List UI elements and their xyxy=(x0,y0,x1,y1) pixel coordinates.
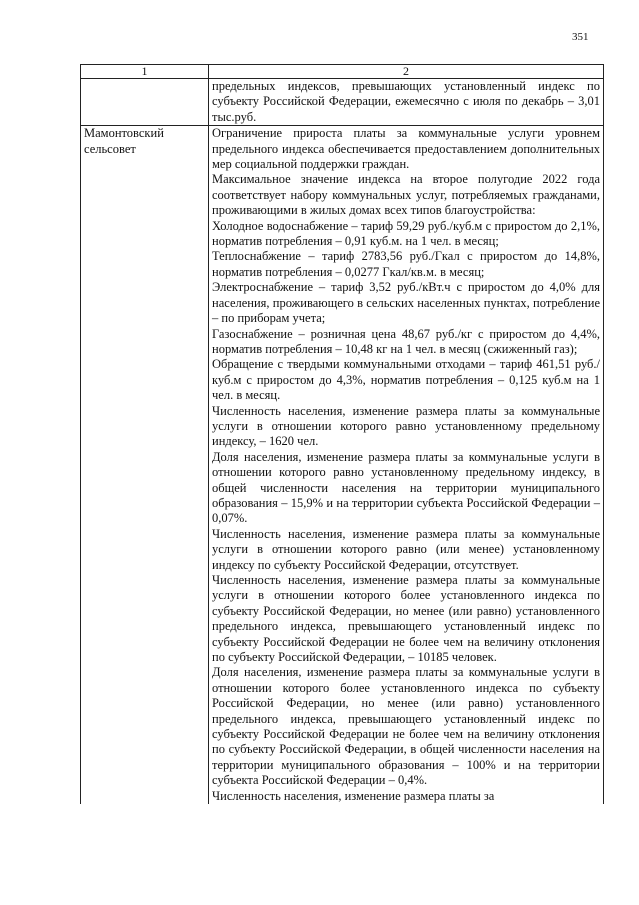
table-header-row xyxy=(81,65,604,79)
paragraph: Численность населения, изменение размера платы за коммунальные услуги в отношении которого более установленного индекса по субъекту Российской Федерации, но менее (или равно) установленного предельного индекса, превышающего установленный индекс по субъекту Российской Федерации не более чем на величину отклонения по субъекту Российской Федерации, – 10185 человек. xyxy=(212,573,600,665)
paragraph: Теплоснабжение – тариф 2783,56 руб./Гкал с приростом до 14,8%, норматив потребления – 0,0277 Гкал/кв.м. в месяц; xyxy=(212,249,600,279)
paragraph: Газоснабжение – розничная цена 48,67 руб./кг с приростом до 4,4%, норматив потребления – 10,48 кг на 1 чел. в месяц (сжиженный газ); xyxy=(212,326,600,356)
page-number: 351 xyxy=(572,31,589,43)
row-content-cell xyxy=(209,79,604,126)
paragraph: предельных индексов, превышающих установленный индекс по субъекту Российской Федерации, ежемесячно с июля по декабрь – 3,01 тыс.руб. xyxy=(212,79,600,124)
paragraph: Максимальное значение индекса на второе полугодие 2022 года соответствует набору коммунальных услуг, потребляемых гражданами, проживающими в жилых домах всех типов благоустройства: xyxy=(212,172,600,218)
header-cell-1: 1 xyxy=(81,65,209,79)
municipality-name-cell: Мамонтовский сельсовет xyxy=(81,126,209,804)
paragraph: Ограничение прироста платы за коммунальные услуги уровнем предельного индекса обеспечивается предоставлением дополнительных мер социальной поддержки граждан. xyxy=(212,126,600,172)
row-content-cell xyxy=(209,126,604,804)
paragraph: Доля населения, изменение размера платы за коммунальные услуги в отношении которого равно установленному предельному индексу, в общей численности населения на территории муниципального образования – 15,9% и на территории субъекта Российской Федерации – 0,07%. xyxy=(212,449,600,526)
paragraph: Доля населения, изменение размера платы за коммунальные услуги в отношении которого более установленного индекса по субъекту Российской Федерации, но менее (или равно) установленного предельного индекса, превышающего установленный индекс по субъекту Российской Федерации не более чем на величину отклонения по субъекту Российской Федерации, в общей численности населения на территории муниципального образования – 100% и на территории субъекта Российской Федерации – 0,4%. xyxy=(212,665,600,788)
paragraph: Обращение с твердыми коммунальными отходами – тариф 461,51 руб./куб.м с приростом до 4,3%, норматив потребления – 0,125 куб.м на 1 чел. в месяц. xyxy=(212,357,600,403)
table-row xyxy=(81,79,604,126)
document-table xyxy=(80,64,604,804)
paragraph: Численность населения, изменение размера платы за коммунальные услуги в отношении которого равно (или менее) установленному индексу по субъекту Российской Федерации, отсутствует. xyxy=(212,526,600,572)
header-cell-2: 2 xyxy=(209,65,604,79)
row-label-cell xyxy=(81,79,209,126)
table-row xyxy=(81,126,604,804)
paragraph: Численность населения, изменение размера платы за коммунальные услуги в отношении которого равно установленному предельному индексу, – 1620 чел. xyxy=(212,403,600,449)
paragraph: Электроснабжение – тариф 3,52 руб./кВт.ч с приростом до 4,0% для населения, проживающего в сельских населенных пунктах, потребление – по приборам учета; xyxy=(212,280,600,326)
paragraph: Численность населения, изменение размера платы за xyxy=(212,788,495,803)
paragraph: Холодное водоснабжение – тариф 59,29 руб./куб.м с приростом до 2,1%, норматив потребления – 0,91 куб.м. на 1 чел. в месяц; xyxy=(212,218,600,249)
